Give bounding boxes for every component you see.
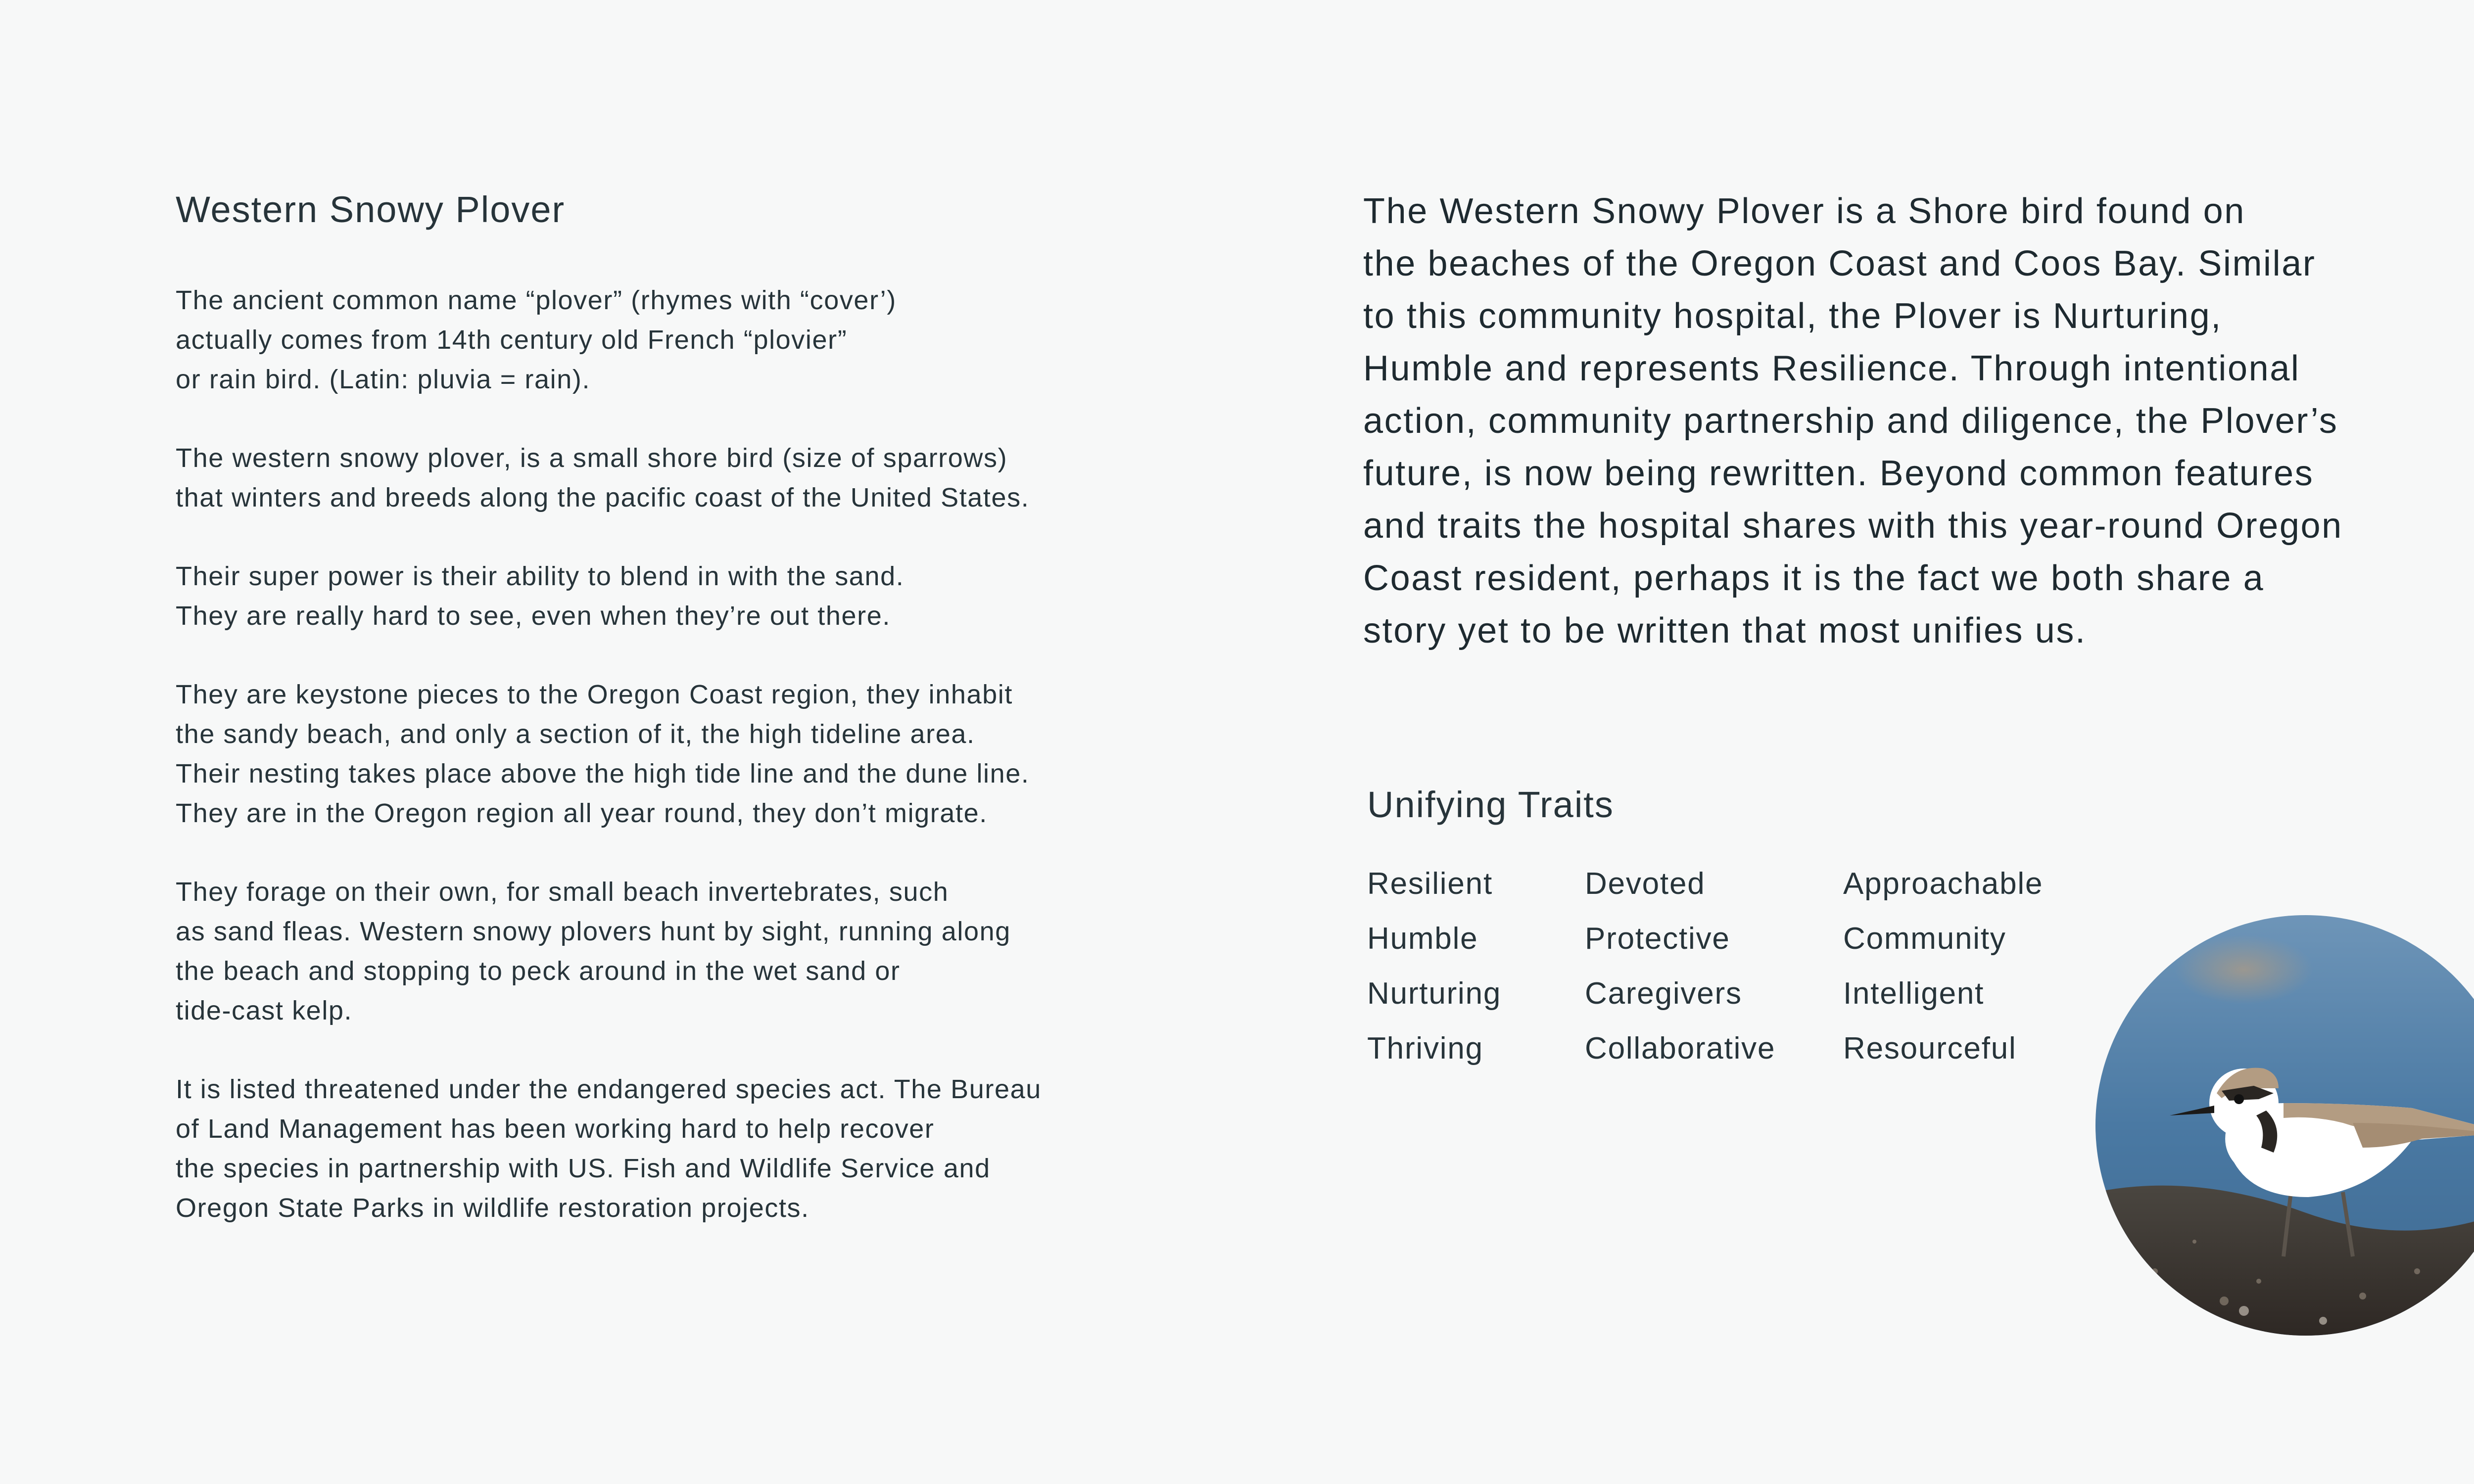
- trait-item: Resourceful: [1843, 1031, 2017, 1066]
- paragraph-name-origin: The ancient common name “plover” (rhymes with “cover’) actually comes from 14th century old French “plovier” or rain bird. (Latin: pluvia = rain).: [176, 285, 897, 394]
- plover-photo: [2095, 915, 2474, 1336]
- paragraph-foraging: They forage on their own, for small beach invertebrates, such as sand fleas. Western snowy plovers hunt by sight, running along the beach and stopping to peck around in the wet sand or tide-cast kelp.: [176, 877, 1011, 1025]
- paragraph-keystone: They are keystone pieces to the Oregon Coast region, they inhabit the sandy beach, and only a section of it, the high tideline area. Their nesting takes place above the high tide line and the dune line. They are in the Oregon region all year round, they don’t migrate.: [176, 679, 1030, 828]
- trait-item: Thriving: [1367, 1031, 1483, 1066]
- trait-item: Resilient: [1367, 867, 1493, 901]
- section-title: Western Snowy Plover: [176, 189, 566, 230]
- trait-item: Collaborative: [1585, 1031, 1776, 1066]
- trait-item: Devoted: [1585, 867, 1706, 901]
- lead-paragraph: The Western Snowy Plover is a Shore bird found on the beaches of the Oregon Coast and Coos Bay. Similar to this community hospital, the Plover is Nurturing, Humble and represents Resilience. Through intentional action, community partnership and diligence, the Plover’s future, is now being rewritten. Beyond common features and traits the hospital shares with this year-round Oregon Coast resident, perhaps it is the fact we both share a story yet to be written that most unifies us.: [1363, 191, 2343, 650]
- trait-item: Nurturing: [1367, 976, 1502, 1011]
- trait-item: Protective: [1585, 922, 1730, 956]
- trait-item: Intelligent: [1843, 976, 1985, 1011]
- paragraph-habitat: The western snowy plover, is a small shore bird (size of sparrows) that winters and breeds along the pacific coast of the United States.: [176, 443, 1030, 512]
- trait-item: Community: [1843, 922, 2006, 956]
- traits-grid: [1367, 866, 2081, 1085]
- paragraph-conservation: It is listed threatened under the endangered species act. The Bureau of Land Management has been working hard to help recover the species in partnership with US. Fish and Wildlife Service and Oregon State Parks in wildlife restoration projects.: [176, 1074, 1042, 1223]
- traits-heading: Unifying Traits: [1367, 784, 1614, 825]
- trait-item: Caregivers: [1585, 976, 1742, 1011]
- trait-item: Humble: [1367, 922, 1478, 956]
- paragraph-camouflage: Their super power is their ability to blend in with the sand. They are really hard to see, even when they’re out there.: [176, 561, 904, 631]
- history-column: [176, 188, 1165, 1267]
- trait-item: Approachable: [1843, 867, 2044, 901]
- intro-column: [1363, 185, 2474, 657]
